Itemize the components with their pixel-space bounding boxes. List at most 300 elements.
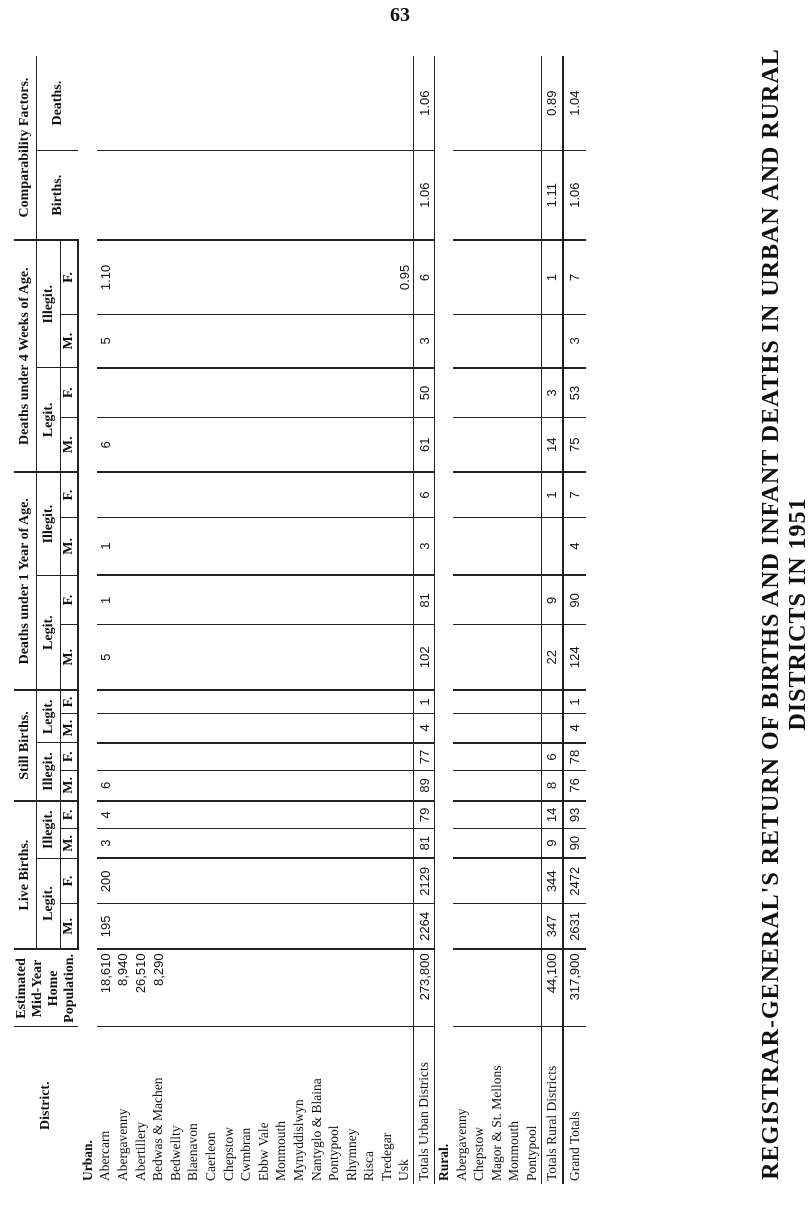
value-cell	[488, 625, 506, 691]
value-cell	[255, 904, 273, 950]
value-cell	[325, 517, 343, 575]
value-cell	[202, 904, 220, 950]
value-cell	[255, 314, 273, 368]
value-cell: 6	[97, 418, 115, 473]
value-cell	[167, 240, 185, 314]
value-cell	[202, 625, 220, 691]
value-cell	[378, 904, 396, 950]
value-cell	[396, 472, 414, 517]
value-cell	[361, 151, 379, 240]
value-cell	[361, 314, 379, 368]
value-cell	[202, 690, 220, 713]
population-cell	[361, 949, 379, 1027]
value-cell	[237, 743, 255, 770]
value-cell	[308, 743, 326, 770]
value-cell	[361, 904, 379, 950]
population-cell: 8,940	[114, 949, 132, 1027]
value-cell: 5	[97, 625, 115, 691]
value-cell	[290, 625, 308, 691]
value-cell	[273, 713, 291, 743]
value-cell	[523, 770, 541, 800]
value-cell	[237, 240, 255, 314]
value-cell	[97, 151, 115, 240]
value-cell	[488, 770, 506, 800]
table-row	[453, 56, 471, 1184]
population-cell	[237, 949, 255, 1027]
value-cell	[255, 713, 273, 743]
value-cell	[290, 472, 308, 517]
value-cell	[308, 418, 326, 473]
value-cell	[185, 801, 203, 829]
value-cell	[220, 743, 238, 770]
value-cell	[308, 314, 326, 368]
d1-legit-header: Legit.	[37, 576, 61, 691]
value-cell	[396, 801, 414, 829]
value-cell	[470, 314, 488, 368]
value-cell	[470, 801, 488, 829]
value-cell	[506, 151, 524, 240]
value-cell	[132, 368, 150, 418]
value-cell: 344	[541, 858, 563, 904]
value-cell	[361, 418, 379, 473]
value-cell: 195	[97, 904, 115, 950]
district-name: Abertillery	[132, 1121, 148, 1181]
sb-legit-header: Legit.	[37, 690, 61, 743]
district-name: Pontypool	[524, 1125, 540, 1181]
value-cell	[378, 576, 396, 625]
value-cell: 1	[414, 690, 435, 713]
value-cell	[273, 472, 291, 517]
value-cell	[325, 576, 343, 625]
female-header: F.	[61, 368, 79, 418]
population-header: Estimated Mid-Year Home Population.	[14, 949, 78, 1027]
value-cell	[453, 690, 471, 713]
value-cell	[523, 801, 541, 829]
value-cell: 4	[563, 517, 586, 575]
table-row	[97, 56, 115, 1184]
value-cell	[325, 743, 343, 770]
value-cell	[167, 517, 185, 575]
district-name: Monmouth	[273, 1120, 289, 1181]
value-cell	[114, 151, 132, 240]
table-row	[361, 56, 379, 1184]
value-cell	[488, 418, 506, 473]
district-name: Blaenavon	[185, 1123, 201, 1181]
value-cell	[202, 770, 220, 800]
value-cell	[506, 576, 524, 625]
value-cell: 2631	[563, 904, 586, 950]
value-cell	[167, 625, 185, 691]
value-cell: 2472	[563, 858, 586, 904]
value-cell	[488, 858, 506, 904]
value-cell: 81	[414, 576, 435, 625]
population-cell	[290, 949, 308, 1027]
value-cell	[506, 858, 524, 904]
table-row	[325, 56, 343, 1184]
value-cell	[361, 368, 379, 418]
male-header: M.	[61, 904, 79, 950]
value-cell	[185, 690, 203, 713]
population-cell: 18,610	[97, 949, 115, 1027]
value-cell	[220, 625, 238, 691]
value-cell	[132, 713, 150, 743]
population-cell	[185, 949, 203, 1027]
value-cell	[361, 770, 379, 800]
value-cell	[290, 770, 308, 800]
male-header: M.	[61, 828, 79, 858]
value-cell	[220, 368, 238, 418]
value-cell	[541, 517, 563, 575]
value-cell	[488, 472, 506, 517]
male-header: M.	[61, 770, 79, 800]
value-cell: 22	[541, 625, 563, 691]
section-label: Rural.	[436, 1143, 452, 1181]
value-cell: 7	[563, 472, 586, 517]
value-cell	[255, 858, 273, 904]
value-cell	[343, 828, 361, 858]
value-cell	[185, 418, 203, 473]
value-cell	[308, 770, 326, 800]
value-cell	[453, 418, 471, 473]
value-cell: 77	[414, 743, 435, 770]
value-cell	[453, 151, 471, 240]
value-cell	[506, 314, 524, 368]
value-cell	[202, 368, 220, 418]
table-row	[290, 56, 308, 1184]
district-name: Totals Urban Districts	[414, 1027, 435, 1184]
value-cell: 61	[414, 418, 435, 473]
table-row	[273, 56, 291, 1184]
population-cell	[506, 949, 524, 1027]
value-cell	[325, 904, 343, 950]
value-cell	[325, 418, 343, 473]
value-cell	[308, 517, 326, 575]
value-cell	[132, 743, 150, 770]
value-cell	[185, 314, 203, 368]
value-cell	[470, 517, 488, 575]
value-cell	[255, 828, 273, 858]
value-cell	[114, 418, 132, 473]
value-cell	[506, 828, 524, 858]
value-cell	[325, 713, 343, 743]
value-cell	[167, 576, 185, 625]
value-cell: 90	[563, 828, 586, 858]
value-cell	[361, 858, 379, 904]
value-cell	[185, 368, 203, 418]
value-cell	[114, 576, 132, 625]
value-cell	[396, 517, 414, 575]
value-cell	[167, 770, 185, 800]
value-cell	[273, 828, 291, 858]
value-cell	[185, 828, 203, 858]
value-cell	[453, 770, 471, 800]
table-row	[308, 56, 326, 1184]
value-cell	[237, 576, 255, 625]
value-cell	[132, 472, 150, 517]
value-cell	[378, 368, 396, 418]
births-deaths-table	[14, 56, 586, 1184]
value-cell	[523, 517, 541, 575]
value-cell	[149, 368, 167, 418]
rural-section-heading	[435, 56, 453, 1184]
value-cell	[378, 418, 396, 473]
value-cell	[325, 472, 343, 517]
value-cell	[343, 517, 361, 575]
value-cell: 1.04	[563, 56, 586, 151]
value-cell	[220, 151, 238, 240]
value-cell	[453, 743, 471, 770]
deaths-factor-header: Deaths.	[37, 56, 79, 151]
value-cell: 0.89	[541, 56, 563, 151]
value-cell	[396, 576, 414, 625]
value-cell	[308, 151, 326, 240]
population-cell	[202, 949, 220, 1027]
value-cell	[290, 690, 308, 713]
district-name: Chepstow	[220, 1127, 236, 1181]
value-cell	[132, 828, 150, 858]
value-cell	[378, 770, 396, 800]
value-cell	[185, 56, 203, 151]
value-cell	[185, 151, 203, 240]
population-cell	[255, 949, 273, 1027]
value-cell	[343, 801, 361, 829]
urban-total-row	[414, 56, 435, 1184]
value-cell: 14	[541, 418, 563, 473]
value-cell	[378, 240, 396, 314]
value-cell	[290, 418, 308, 473]
value-cell	[523, 472, 541, 517]
value-cell	[273, 904, 291, 950]
value-cell	[255, 418, 273, 473]
value-cell	[506, 625, 524, 691]
value-cell	[290, 858, 308, 904]
value-cell	[308, 690, 326, 713]
d4-legit-header: Legit.	[37, 368, 61, 472]
value-cell	[273, 517, 291, 575]
value-cell	[97, 472, 115, 517]
value-cell	[202, 801, 220, 829]
value-cell: 5	[97, 314, 115, 368]
value-cell	[343, 151, 361, 240]
value-cell: 6	[541, 743, 563, 770]
value-cell	[396, 368, 414, 418]
value-cell	[308, 625, 326, 691]
value-cell	[343, 690, 361, 713]
value-cell	[506, 56, 524, 151]
value-cell	[453, 713, 471, 743]
value-cell	[506, 713, 524, 743]
value-cell	[149, 743, 167, 770]
value-cell	[453, 368, 471, 418]
value-cell	[237, 828, 255, 858]
value-cell	[308, 828, 326, 858]
value-cell	[343, 576, 361, 625]
female-header: F.	[61, 690, 79, 713]
value-cell: 3	[541, 368, 563, 418]
district-name: Monmouth	[506, 1120, 522, 1181]
value-cell	[132, 801, 150, 829]
value-cell	[185, 858, 203, 904]
value-cell	[470, 625, 488, 691]
table-row	[185, 56, 203, 1184]
value-cell	[396, 418, 414, 473]
value-cell	[308, 713, 326, 743]
table-row	[167, 56, 185, 1184]
value-cell	[396, 713, 414, 743]
value-cell: 2264	[414, 904, 435, 950]
value-cell	[220, 801, 238, 829]
value-cell	[255, 472, 273, 517]
value-cell	[325, 56, 343, 151]
value-cell	[185, 770, 203, 800]
live-births-header: Live Births.	[14, 801, 37, 950]
value-cell	[97, 743, 115, 770]
value-cell	[378, 56, 396, 151]
value-cell	[255, 151, 273, 240]
value-cell	[97, 56, 115, 151]
value-cell	[361, 828, 379, 858]
value-cell: 124	[563, 625, 586, 691]
value-cell	[114, 368, 132, 418]
value-cell	[470, 743, 488, 770]
value-cell	[523, 56, 541, 151]
value-cell	[202, 56, 220, 151]
value-cell	[470, 770, 488, 800]
value-cell	[202, 151, 220, 240]
value-cell	[488, 828, 506, 858]
value-cell	[470, 368, 488, 418]
value-cell	[523, 904, 541, 950]
lb-illegit-header: Illegit.	[37, 801, 61, 859]
value-cell	[97, 368, 115, 418]
value-cell	[237, 56, 255, 151]
value-cell	[185, 743, 203, 770]
district-name: Mynyddislwyn	[290, 1099, 306, 1181]
value-cell	[132, 240, 150, 314]
value-cell	[470, 56, 488, 151]
value-cell	[325, 368, 343, 418]
value-cell	[132, 625, 150, 691]
value-cell: 4	[563, 713, 586, 743]
district-name: Abergavenny	[453, 1108, 469, 1181]
value-cell	[167, 858, 185, 904]
value-cell	[114, 472, 132, 517]
female-header: F.	[61, 240, 79, 314]
value-cell	[132, 418, 150, 473]
value-cell	[255, 368, 273, 418]
value-cell	[149, 151, 167, 240]
value-cell	[361, 576, 379, 625]
table-row	[488, 56, 506, 1184]
value-cell	[185, 576, 203, 625]
value-cell	[97, 690, 115, 713]
value-cell	[453, 576, 471, 625]
value-cell	[453, 314, 471, 368]
value-cell	[470, 418, 488, 473]
value-cell	[220, 690, 238, 713]
value-cell	[132, 770, 150, 800]
value-cell	[488, 314, 506, 368]
value-cell	[273, 770, 291, 800]
value-cell	[488, 517, 506, 575]
value-cell	[290, 904, 308, 950]
value-cell	[361, 713, 379, 743]
male-header: M.	[61, 625, 79, 691]
value-cell	[167, 690, 185, 713]
value-cell: 2129	[414, 858, 435, 904]
district-name: Cwmbran	[238, 1127, 254, 1181]
value-cell	[290, 56, 308, 151]
value-cell	[506, 770, 524, 800]
value-cell	[343, 472, 361, 517]
value-cell	[114, 625, 132, 691]
value-cell	[470, 576, 488, 625]
value-cell	[378, 801, 396, 829]
male-header: M.	[61, 713, 79, 743]
value-cell	[273, 858, 291, 904]
value-cell	[237, 368, 255, 418]
value-cell	[255, 240, 273, 314]
value-cell	[149, 240, 167, 314]
value-cell	[237, 801, 255, 829]
value-cell	[343, 56, 361, 151]
value-cell	[202, 472, 220, 517]
value-cell	[132, 151, 150, 240]
value-cell	[255, 625, 273, 691]
value-cell	[167, 368, 185, 418]
value-cell	[132, 517, 150, 575]
value-cell: 1.06	[414, 56, 435, 151]
district-name: Abergavenny	[114, 1108, 130, 1181]
district-name: Ebbw Vale	[255, 1122, 271, 1181]
value-cell	[255, 743, 273, 770]
value-cell	[488, 743, 506, 770]
value-cell: 1.06	[563, 151, 586, 240]
value-cell	[470, 713, 488, 743]
value-cell: 1	[563, 690, 586, 713]
value-cell: 1	[97, 517, 115, 575]
value-cell	[470, 858, 488, 904]
district-name: Chepstow	[471, 1127, 487, 1181]
value-cell	[237, 690, 255, 713]
value-cell	[114, 713, 132, 743]
value-cell	[378, 743, 396, 770]
value-cell: 14	[541, 801, 563, 829]
value-cell	[237, 904, 255, 950]
table-row	[237, 56, 255, 1184]
value-cell: 53	[563, 368, 586, 418]
value-cell	[378, 690, 396, 713]
district-name: Totals Rural Districts	[541, 1027, 563, 1184]
value-cell	[506, 368, 524, 418]
value-cell	[290, 743, 308, 770]
value-cell	[396, 828, 414, 858]
value-cell: 3	[414, 517, 435, 575]
value-cell: 50	[414, 368, 435, 418]
value-cell	[273, 625, 291, 691]
population-cell: 273,800	[414, 949, 435, 1027]
value-cell	[273, 314, 291, 368]
value-cell	[114, 743, 132, 770]
value-cell: 347	[541, 904, 563, 950]
value-cell	[255, 576, 273, 625]
value-cell	[114, 517, 132, 575]
value-cell	[149, 904, 167, 950]
value-cell: 9	[541, 576, 563, 625]
value-cell: 8	[541, 770, 563, 800]
value-cell	[132, 690, 150, 713]
value-cell	[453, 904, 471, 950]
